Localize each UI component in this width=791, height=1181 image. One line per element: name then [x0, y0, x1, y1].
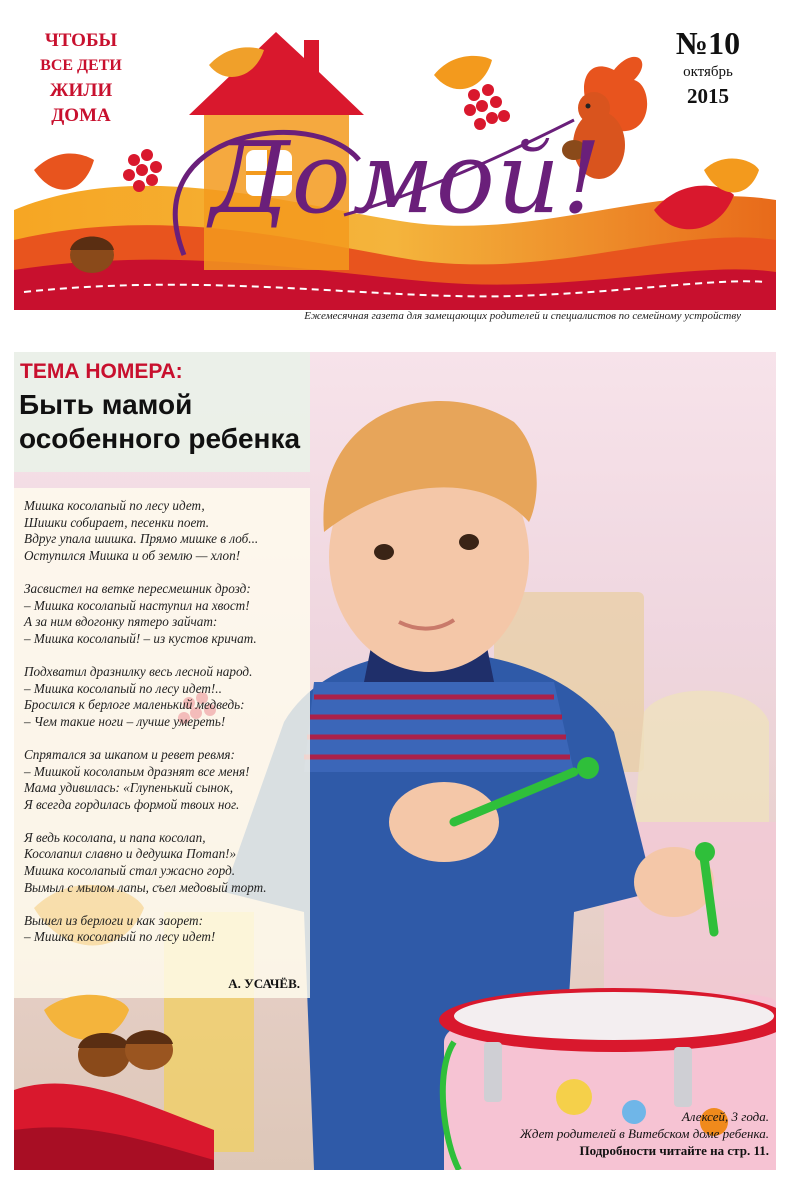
- poem-stanza-3: [24, 664, 306, 730]
- child-eye-left: [374, 544, 394, 560]
- poem-line: Вышел из берлоги и как заорет:: [24, 912, 203, 928]
- squirrel-eye: [586, 104, 591, 109]
- issue-theme-title-line-2: особенного ребенка: [19, 423, 301, 454]
- slogan-line-1: ЧТОБЫ: [44, 30, 118, 51]
- caption-read-more: Подробности читайте на стр. 11.: [579, 1143, 769, 1158]
- child-hand-left: [389, 782, 499, 862]
- poem-line: Мама удивилась: «Глупенький сынок,: [24, 780, 233, 796]
- bottom-acorn-2-cap: [125, 1031, 173, 1045]
- poem-line: – Мишкой косолапым дразнят все меня!: [24, 763, 250, 779]
- leaf-mid: [434, 56, 492, 89]
- poem-line: – Мишка косолапый по лесу идет!: [24, 929, 216, 945]
- issue-info: [658, 24, 758, 110]
- drum-clip-1: [484, 1042, 502, 1102]
- poem-line: Мишка косолапый по лесу идет,: [24, 498, 205, 513]
- poem-line: Шишки собирает, песенки поет.: [24, 514, 210, 530]
- newspaper-subtitle: Ежемесячная газета для замещающих родителей и специалистов по семейному устройству: [304, 310, 741, 322]
- slogan: [36, 28, 126, 128]
- issue-number: №10: [675, 25, 741, 61]
- poem-line: Вымыл с мылом лапы, съел медовый торт.: [24, 879, 267, 895]
- child-eye-right: [459, 534, 479, 550]
- slogan-line-3: ЖИЛИ: [49, 80, 113, 101]
- poem-line: А за ним вдогонку пятеро зайчат:: [24, 614, 218, 630]
- poem-line: – Мишка косолапый по лесу идет!..: [24, 680, 222, 696]
- poem-line: – Мишка косолапый наступил на хвост!: [24, 597, 250, 613]
- house-roof: [189, 32, 364, 115]
- masthead: [14, 10, 776, 310]
- poem-line: Косолапил славно и дедушка Потап!»: [24, 846, 237, 862]
- issue-year: 2015: [687, 84, 729, 108]
- poem-stanza-2: [24, 581, 306, 647]
- poem-line: Вдруг упала шишка. Прямо мишке в лоб...: [24, 531, 259, 547]
- issue-theme-panel: [14, 352, 310, 472]
- poem-line: Оступился Мишка и об землю — хлоп!: [24, 547, 241, 563]
- poem-line: Бросился к берлоге маленький медведь:: [24, 697, 245, 713]
- issue-theme-title-line-1: Быть мамой: [19, 389, 193, 420]
- caption-waiting: Ждет родителей в Витебском доме ребенка.: [520, 1126, 769, 1141]
- drumstick-right-head: [695, 842, 715, 862]
- drum-head: [454, 992, 774, 1040]
- slogan-line-4: ДОМА: [51, 105, 111, 126]
- poem-author: А. УСАЧЁВ.: [228, 976, 300, 991]
- caption-name: Алексей, 3 года.: [681, 1109, 769, 1124]
- poem-panel: [14, 488, 310, 998]
- background-hat: [634, 691, 769, 822]
- poem-line: Подхватил дразнилку весь лесной народ.: [24, 663, 253, 679]
- drum-clip-2: [674, 1047, 692, 1107]
- poem-line: Засвистел на ветке пересмешник дрозд:: [24, 580, 251, 596]
- bottom-left-decoration: [14, 990, 214, 1170]
- poem-line: Спрятался за шкапом и ревет ревмя:: [24, 746, 235, 762]
- poem-line: Я ведь косолапа, и папа косолап,: [24, 829, 206, 845]
- poem-line: – Чем такие ноги – лучше умереть!: [24, 713, 226, 729]
- photo-caption: [409, 1108, 769, 1159]
- poem-stanza-1: [24, 498, 306, 564]
- issue-theme-label: ТЕМА НОМЕРА:: [20, 360, 183, 383]
- poem-text: [24, 498, 306, 963]
- drumstick-left-head: [577, 757, 599, 779]
- poem-stanza-5: [24, 830, 306, 896]
- slogan-line-2: ВСЕ ДЕТИ: [40, 57, 122, 74]
- poem-stanza-6: [24, 913, 306, 946]
- poem-line: Я всегда гордилась формой твоих ног.: [24, 796, 240, 812]
- issue-month: октябрь: [683, 64, 733, 80]
- poem-line: Мишка косолапый стал ужасно горд.: [24, 863, 236, 879]
- squirrel-head: [578, 92, 610, 124]
- newspaper-title: Домой!: [210, 122, 604, 236]
- bottom-leaf: [44, 995, 129, 1040]
- poem-line: – Мишка косолапый! – из кустов кричат.: [24, 630, 257, 646]
- leaf-left: [34, 153, 94, 189]
- poem-stanza-4: [24, 747, 306, 813]
- rowan-berries-left: [123, 149, 162, 192]
- issue-theme-title: [19, 388, 309, 456]
